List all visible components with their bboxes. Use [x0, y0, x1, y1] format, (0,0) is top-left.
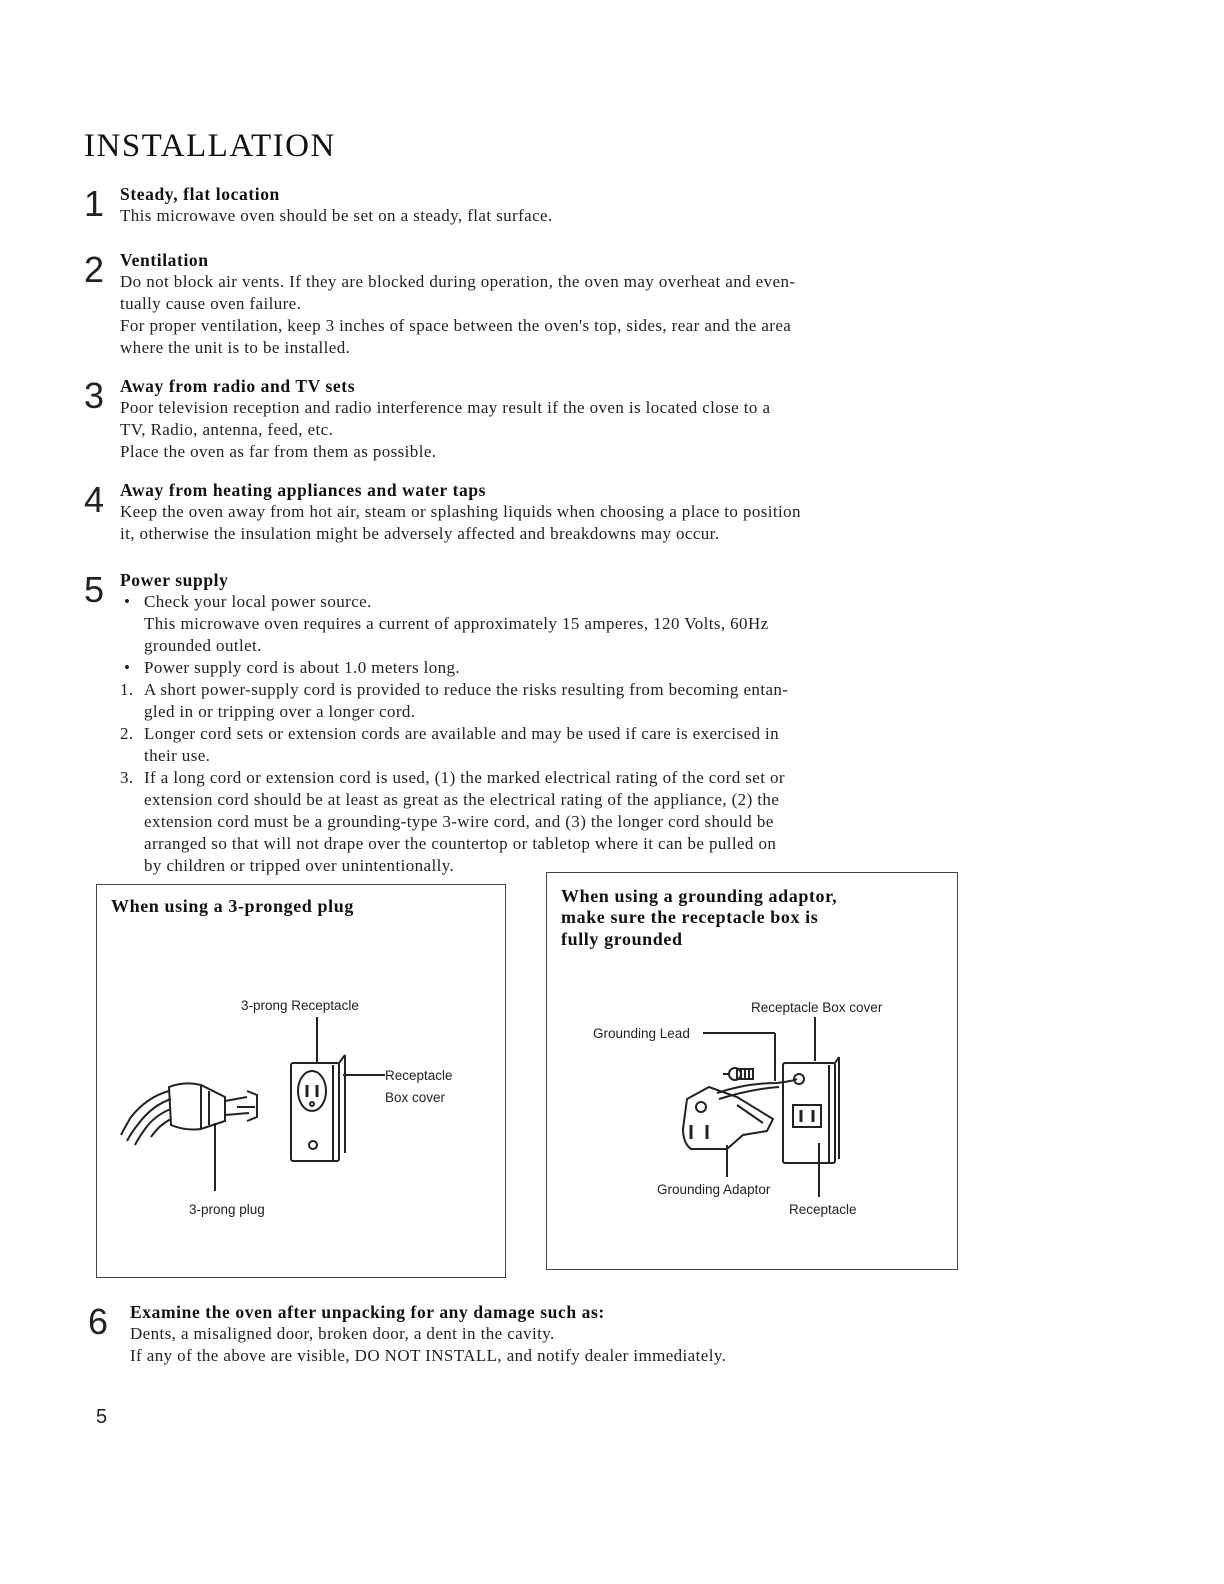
item-text: their use. [144, 746, 211, 765]
item-number: 1. [120, 680, 134, 699]
section-text: Keep the oven away from hot air, steam or splashing liquids when choosing a place to position [120, 502, 801, 521]
grounding-adaptor-drawing [547, 873, 957, 1269]
label-grounding-lead: Grounding Lead [593, 1026, 690, 1041]
bullet-text: Power supply cord is about 1.0 meters long. [144, 658, 461, 677]
section-text: For proper ventilation, keep 3 inches of space between the oven's top, sides, rear and the area [120, 316, 792, 335]
section-heading: Steady, flat location [120, 184, 280, 204]
section-text: tually cause oven failure. [120, 294, 302, 313]
label-3-prong-receptacle: 3-prong Receptacle [241, 998, 359, 1013]
section-number: 2 [84, 249, 105, 290]
section-text: TV, Radio, antenna, feed, etc. [120, 420, 334, 439]
section-3 [84, 376, 964, 463]
section-text: grounded outlet. [144, 636, 262, 655]
item-text: A short power-supply cord is provided to reduce the risks resulting from becoming entan- [144, 680, 789, 699]
label-receptacle-box-cover: Receptacle Box cover [751, 1000, 883, 1015]
section-number: 5 [84, 569, 105, 610]
numbered-item [120, 679, 964, 723]
section-heading: Away from radio and TV sets [120, 376, 356, 396]
figure-title-line: make sure the receptacle box is [561, 907, 819, 927]
section-number: 1 [84, 183, 105, 224]
bullet-item: • Check your local power source. [124, 592, 372, 611]
section-text: Dents, a misaligned door, broken door, a dent in the cavity. [130, 1324, 555, 1343]
section-2 [84, 250, 964, 359]
section-text: Do not block air vents. If they are blocked during operation, the oven may overheat and even- [120, 272, 796, 291]
section-heading: Ventilation [120, 250, 209, 270]
label-grounding-adaptor: Grounding Adaptor [657, 1182, 771, 1197]
section-1 [84, 184, 964, 227]
section-number: 4 [84, 479, 105, 520]
section-number: 6 [88, 1301, 109, 1342]
item-number: 3. [120, 768, 134, 787]
bullet-text: Check your local power source. [144, 592, 372, 611]
label-box-cover: Box cover [385, 1090, 446, 1105]
figure-3-prong-plug [96, 884, 506, 1278]
section-text: Poor television reception and radio interference may result if the oven is located close to a [120, 398, 771, 417]
section-text: where the unit is to be installed. [120, 338, 351, 357]
page-number: 5 [96, 1406, 108, 1428]
page-title: INSTALLATION [84, 128, 336, 164]
section-text: This microwave oven requires a current of approximately 15 amperes, 120 Volts, 60Hz [144, 614, 769, 633]
item-text: Longer cord sets or extension cords are available and may be used if care is exercised in [144, 724, 780, 743]
section-4 [84, 480, 964, 545]
numbered-item [120, 723, 964, 767]
figure-title-line: When using a grounding adaptor, [561, 886, 838, 906]
section-text: it, otherwise the insulation might be adversely affected and breakdowns may occur. [120, 524, 720, 543]
plug-receptacle-drawing [97, 885, 505, 1277]
section-6 [84, 1302, 964, 1367]
section-text: This microwave oven should be set on a steady, flat surface. [120, 206, 553, 225]
item-text: extension cord must be a grounding-type 3-wire cord, and (3) the longer cord should be [144, 812, 774, 831]
item-text: arranged so that will not drape over the countertop or tabletop where it can be pulled on [144, 834, 777, 853]
section-heading: Power supply [120, 570, 229, 590]
section-heading: Away from heating appliances and water taps [120, 480, 487, 500]
item-text: by children or tripped over unintentionally. [144, 856, 455, 875]
section-text: Place the oven as far from them as possible. [120, 442, 437, 461]
section-number: 3 [84, 375, 105, 416]
section-heading: Examine the oven after unpacking for any damage such as: [130, 1302, 605, 1322]
figure-title: When using a 3-pronged plug [111, 896, 354, 916]
section-text: If any of the above are visible, DO NOT INSTALL, and notify dealer immediately. [130, 1346, 727, 1365]
section-5 [84, 570, 964, 877]
item-text: gled in or tripping over a longer cord. [144, 702, 416, 721]
item-text: If a long cord or extension cord is used, (1) the marked electrical rating of the cord set or [144, 768, 785, 787]
label-3-prong-plug: 3-prong plug [189, 1202, 265, 1217]
item-text: extension cord should be at least as great as the electrical rating of the appliance, (2) the [144, 790, 780, 809]
numbered-item [120, 767, 964, 877]
label-receptacle: Receptacle [789, 1202, 857, 1217]
figure-title-line: fully grounded [561, 929, 683, 949]
item-number: 2. [120, 724, 134, 743]
label-receptacle: Receptacle [385, 1068, 453, 1083]
figure-grounding-adaptor [546, 872, 958, 1270]
bullet-item: • Power supply cord is about 1.0 meters long. [124, 658, 461, 677]
